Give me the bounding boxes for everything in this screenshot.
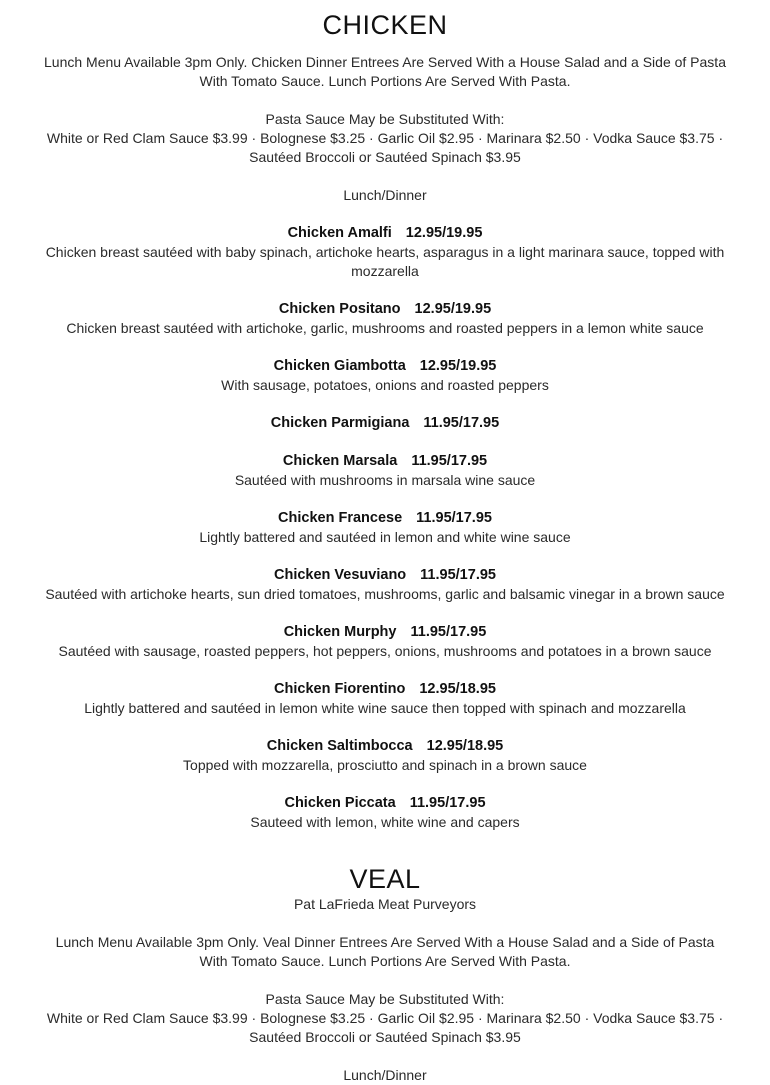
- chicken-menu-list: [0, 224, 770, 851]
- menu-item-name: Chicken Fiorentino: [274, 681, 406, 697]
- menu-item-header: [0, 224, 770, 243]
- menu-item-description: mozzarella: [351, 263, 419, 279]
- menu-item-header: [0, 452, 770, 471]
- menu-item-description: Lightly battered and sautéed in lemon and white wine sauce: [199, 529, 571, 545]
- menu-item-header: [0, 300, 770, 319]
- menu-item: [0, 566, 770, 623]
- veal-subtitle: Pat LaFrieda Meat Purveyors: [293, 896, 477, 912]
- menu-item-price: 12.95/18.95: [426, 738, 504, 754]
- menu-item-name: Chicken Vesuviano: [274, 567, 407, 583]
- menu-item: [0, 509, 770, 566]
- menu-item-name: Chicken Positano: [278, 301, 401, 317]
- menu-item-name: Chicken Giambotta: [273, 358, 406, 374]
- menu-item-description: With sausage, potatoes, onions and roasted peppers: [221, 377, 549, 393]
- veal-intro-line-2: With Tomato Sauce. Lunch Portions Are Served With Pasta.: [199, 953, 571, 969]
- chicken-sauce-line-1: White or Red Clam Sauce $3.99 · Bolognese $3.25 · Garlic Oil $2.95 · Marinara $2.50 · Vodka Sauce $3.75 ·: [46, 130, 724, 146]
- menu-item-header: [0, 794, 770, 813]
- menu-item: [0, 623, 770, 680]
- veal-portion-label: Lunch/Dinner: [343, 1067, 427, 1083]
- menu-item-price: 12.95/18.95: [419, 681, 496, 697]
- menu-item-header: [0, 680, 770, 699]
- veal-sauce-line-1: White or Red Clam Sauce $3.99 · Bolognese $3.25 · Garlic Oil $2.95 · Marinara $2.50 · Vodka Sauce $3.75 ·: [46, 1010, 724, 1026]
- menu-item: [0, 414, 770, 452]
- veal-sauce-heading: Pasta Sauce May be Substituted With:: [265, 991, 505, 1007]
- menu-item-price: 11.95/17.95: [409, 795, 486, 811]
- menu-item-header: [0, 737, 770, 756]
- veal-section-title: VEAL: [349, 864, 421, 894]
- menu-item: [0, 357, 770, 414]
- menu-item-description: Chicken breast sautéed with artichoke, garlic, mushrooms and roasted peppers in a lemon white sauce: [66, 320, 704, 336]
- menu-item-price: 11.95/17.95: [420, 567, 496, 583]
- menu-item-price: 12.95/19.95: [405, 225, 483, 241]
- menu-item-name: Chicken Saltimbocca: [266, 738, 413, 754]
- veal-intro-line-1: Lunch Menu Available 3pm Only. Veal Dinner Entrees Are Served With a House Salad and a Side of Pasta: [55, 934, 715, 950]
- menu-item-name: Chicken Parmigiana: [270, 415, 410, 431]
- menu-item: [0, 224, 770, 300]
- menu-item: [0, 794, 770, 851]
- menu-item-description: Lightly battered and sautéed in lemon white wine sauce then topped with spinach and mozzarella: [84, 700, 686, 716]
- chicken-intro-line-1: Lunch Menu Available 3pm Only. Chicken Dinner Entrees Are Served With a House Salad and a Side of Pasta: [44, 54, 726, 70]
- menu-item-price: 11.95/17.95: [410, 624, 487, 640]
- chicken-sauce-heading: Pasta Sauce May be Substituted With:: [265, 111, 505, 127]
- veal-sauce-line-2: Sautéed Broccoli or Sautéed Spinach $3.95: [249, 1029, 521, 1045]
- menu-item-name: Chicken Francese: [278, 510, 403, 526]
- menu-item-description: Sautéed with mushrooms in marsala wine sauce: [234, 472, 536, 488]
- menu-item-description: Sautéed with artichoke hearts, sun dried tomatoes, mushrooms, garlic and balsamic vinegar in a brown sauce: [45, 586, 725, 602]
- menu-item-name: Chicken Marsala: [282, 453, 398, 469]
- menu-item: [0, 452, 770, 509]
- menu-item: [0, 680, 770, 737]
- chicken-portion-label: Lunch/Dinner: [343, 187, 427, 203]
- menu-item-name: Chicken Amalfi: [287, 225, 392, 241]
- menu-item-name: Chicken Piccata: [284, 795, 396, 811]
- menu-item-price: 11.95/17.95: [411, 453, 488, 469]
- menu-item-header: [0, 357, 770, 376]
- menu-item-description: Sautéed with sausage, roasted peppers, hot peppers, onions, mushrooms and potatoes in a brown sauce: [58, 643, 712, 659]
- menu-item-header: [0, 566, 770, 585]
- menu-item: [0, 737, 770, 794]
- menu-item-price: 12.95/19.95: [414, 301, 492, 317]
- chicken-sauce-line-2: Sautéed Broccoli or Sautéed Spinach $3.95: [249, 149, 521, 165]
- menu-item-description: Topped with mozzarella, prosciutto and spinach in a brown sauce: [183, 757, 587, 773]
- menu-item-price: 12.95/19.95: [419, 358, 497, 374]
- menu-item-header: [0, 414, 770, 433]
- chicken-intro-line-2: With Tomato Sauce. Lunch Portions Are Served With Pasta.: [199, 73, 571, 89]
- menu-item-header: [0, 623, 770, 642]
- chicken-section-title: CHICKEN: [322, 10, 448, 40]
- menu-item-price: 11.95/17.95: [416, 510, 492, 526]
- menu-item-description: Chicken breast sautéed with baby spinach, artichoke hearts, asparagus in a light marinara sauce, topped with: [45, 244, 725, 260]
- menu-item-header: [0, 509, 770, 528]
- menu-item: [0, 300, 770, 357]
- menu-item-price: 11.95/17.95: [423, 415, 500, 431]
- menu-item-name: Chicken Murphy: [283, 624, 397, 640]
- menu-item-description: Sauteed with lemon, white wine and capers: [250, 814, 520, 830]
